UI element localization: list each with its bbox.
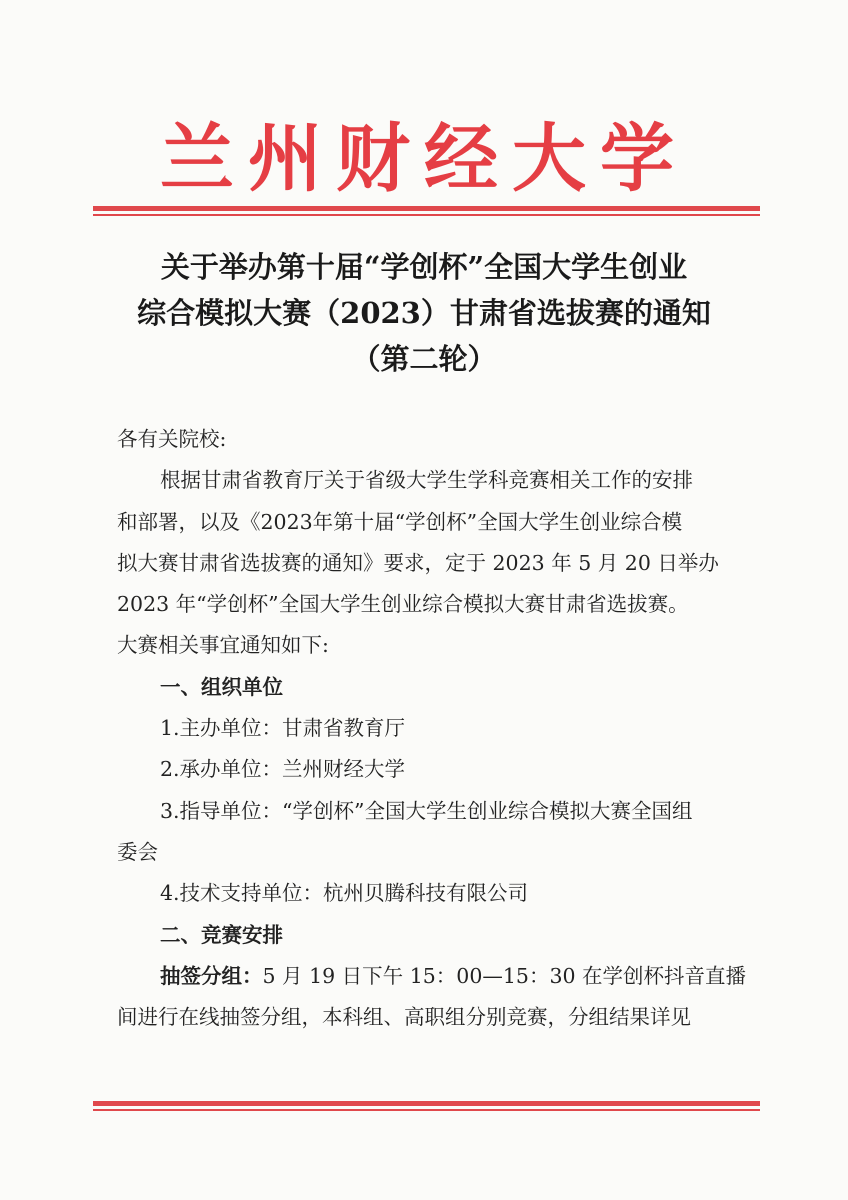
draw-label: 抽签分组： [160, 963, 263, 988]
org-item-host: 1.主办单位：甘肃省教育厅 [160, 716, 406, 741]
draw-paragraph-cont: 间进行在线抽签分组，本科组、高职组分别竞赛，分组结果详见 [117, 1005, 691, 1030]
paragraph-line: 和部署，以及《2023年第十届“学创杯”全国大学生创业综合模 [117, 509, 683, 534]
title-line-3: （第二轮） [351, 342, 497, 376]
title-line-1: 关于举办第十届“学创杯”全国大学生创业 [160, 250, 688, 284]
document-title [60, 244, 788, 382]
footer-red-rule [93, 1101, 760, 1111]
org-item-guide: 3.指导单位：“学创杯”全国大学生创业综合模拟大赛全国组 [160, 798, 693, 823]
draw-text: 5 月 19 日下午 15：00—15：30 在学创杯抖音直播 [262, 963, 747, 988]
paragraph-line: 根据甘肃省教育厅关于省级大学生学科竞赛相关工作的安排 [160, 468, 693, 493]
salutation: 各有关院校: [117, 427, 227, 451]
title-line-2: 综合模拟大赛（2023）甘肃省选拔赛的通知 [137, 296, 711, 330]
paragraph-line: 拟大赛甘肃省选拔赛的通知》要求，定于 2023 年 5 月 20 日举办 [117, 550, 719, 575]
paragraph-line: 大赛相关事宜通知如下: [117, 633, 329, 658]
draw-paragraph [117, 956, 757, 997]
university-masthead: 兰州财经大学 [160, 116, 688, 202]
section-heading-schedule: 二、竞赛安排 [160, 922, 283, 947]
org-item-organizer: 2.承办单位：兰州财经大学 [160, 757, 406, 782]
org-item-guide-cont: 委会 [117, 839, 158, 864]
paragraph-line: 2023 年“学创杯”全国大学生创业综合模拟大赛甘肃省选拔赛。 [117, 592, 689, 617]
section-heading-organizers: 一、组织单位 [160, 674, 283, 699]
document-body [117, 419, 757, 1038]
org-item-tech: 4.技术支持单位：杭州贝腾科技有限公司 [160, 881, 529, 906]
header-red-rule [93, 206, 760, 216]
